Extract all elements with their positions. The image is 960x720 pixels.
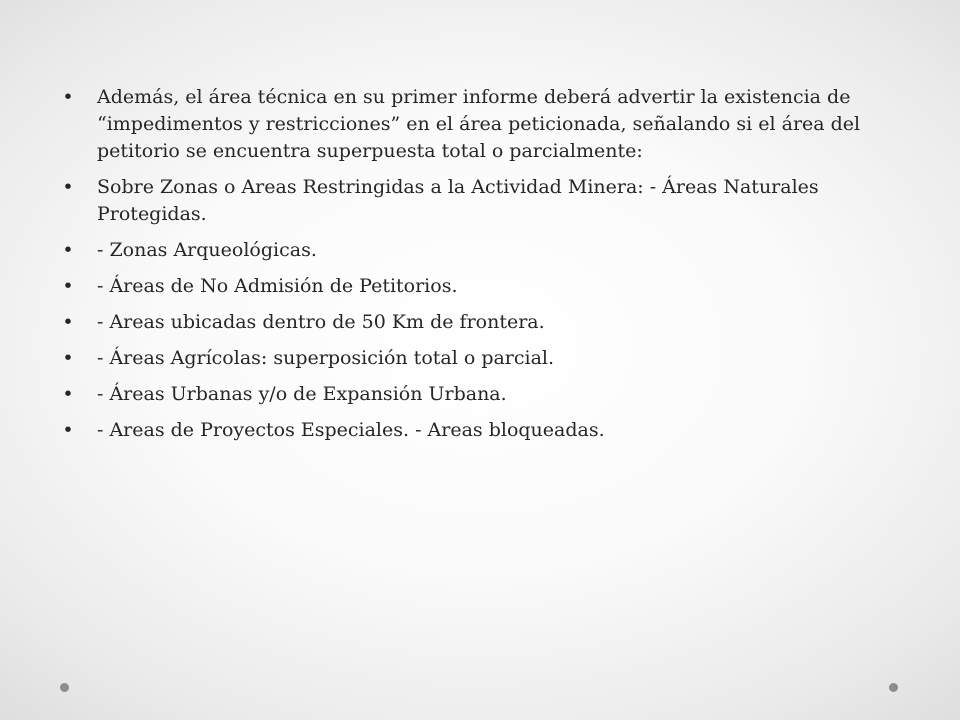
corner-dot-icon xyxy=(60,683,69,692)
bullet-text: - Areas ubicadas dentro de 50 Km de frontera. xyxy=(97,311,545,333)
bullet-icon: • xyxy=(62,383,74,405)
bullet-icon: • xyxy=(62,275,74,297)
bullet-item xyxy=(60,345,910,372)
bullet-icon: • xyxy=(62,86,74,108)
bullet-icon: • xyxy=(62,311,74,333)
bullet-item xyxy=(60,237,910,264)
bullet-item xyxy=(60,174,910,228)
bullet-icon: • xyxy=(62,239,74,261)
bullet-icon: • xyxy=(62,419,74,441)
bullet-text: - Zonas Arqueológicas. xyxy=(97,239,317,261)
bullet-item xyxy=(60,273,910,300)
bullet-icon: • xyxy=(62,176,74,198)
bullet-text: - Áreas Urbanas y/o de Expansión Urbana. xyxy=(97,383,507,405)
bullet-item xyxy=(60,309,910,336)
bullet-item xyxy=(60,417,910,444)
bullet-list xyxy=(60,84,910,453)
bullet-text: Sobre Zonas o Areas Restringidas a la Actividad Minera: - Áreas Naturales Protegidas. xyxy=(97,176,819,225)
bullet-text: - Áreas Agrícolas: superposición total o parcial. xyxy=(97,347,555,369)
bullet-text: - Areas de Proyectos Especiales. - Areas bloqueadas. xyxy=(97,419,605,441)
bullet-item xyxy=(60,84,910,165)
bullet-item xyxy=(60,381,910,408)
bullet-text: Además, el área técnica en su primer informe deberá advertir la existencia de “impedimentos y restricciones” en el área peticionada, señalando si el área del petitorio se encuentra superpuesta total o parcialmente: xyxy=(97,86,861,162)
corner-dot-icon xyxy=(889,683,898,692)
bullet-text: - Áreas de No Admisión de Petitorios. xyxy=(97,275,458,297)
bullet-icon: • xyxy=(62,347,74,369)
